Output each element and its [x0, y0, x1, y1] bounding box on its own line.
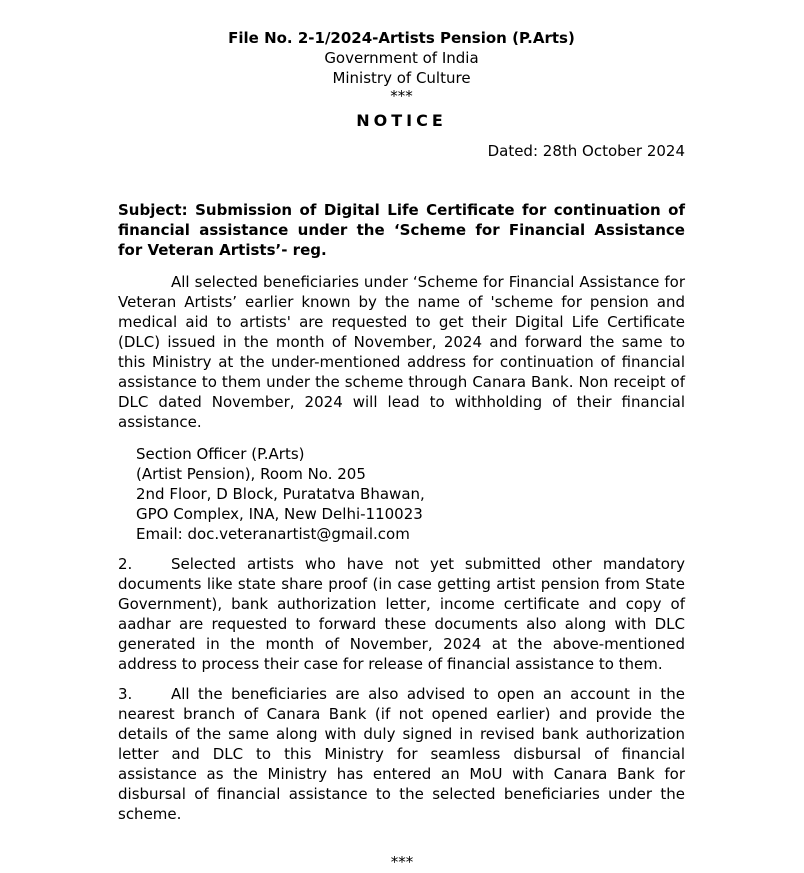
address-email: Email: doc.veteranartist@gmail.com	[136, 525, 410, 543]
footer-separator: ***	[390, 853, 414, 871]
paragraph-3	[118, 684, 685, 824]
paragraph-3-text: All the beneficiaries are also advised to open an account in the nearest branch of Canara Bank (if not opened earlier) and provide the details of the same along with duly signed in revised bank authorization letter and DLC to this Ministry for seamless disbursal of financial assistance as the Ministry has entered an MoU with Canara Bank for disbursal of financial assistance to the selected beneficiaries under the scheme.	[118, 685, 685, 823]
paragraph-2-number: 2.	[118, 555, 133, 573]
address-line-2: (Artist Pension), Room No. 205	[136, 465, 366, 483]
address-line-3: 2nd Floor, D Block, Puratatva Bhawan,	[136, 485, 425, 503]
notice-document	[118, 28, 685, 824]
date-line: Dated: 28th October 2024	[487, 142, 685, 160]
paragraph-3-number: 3.	[118, 685, 133, 703]
paragraph-2-text: Selected artists who have not yet submitted other mandatory documents like state share proof (in case getting artist pension from State Government), bank authorization letter, income certificate and copy of aadhar are requested to forward these documents also along with DLC generated in the month of November, 2024 at the above-mentioned address to process their case for release of financial assistance to them.	[118, 555, 685, 673]
government-line: Government of India	[324, 49, 479, 67]
address-line-1: Section Officer (P.Arts)	[136, 445, 305, 463]
header-separator: ***	[390, 87, 413, 105]
paragraph-1: All selected beneficiaries under ‘Scheme for Financial Assistance for Veteran Artists’ earlier known by the name of 'scheme for pension and medical aid to artists' are requested to get their Digital Life Certificate (DLC) issued in the month of November, 2024 and forward the same to this Ministry at the under-mentioned address for continuation of financial assistance to them under the scheme through Canara Bank. Non receipt of DLC dated November, 2024 will lead to withholding of their financial assistance.	[118, 273, 685, 431]
subject-label: Subject:	[118, 201, 188, 219]
notice-title: NOTICE	[356, 111, 447, 130]
address-block	[118, 444, 685, 544]
paragraph-2	[118, 554, 685, 674]
address-line-4: GPO Complex, INA, New Delhi-110023	[136, 505, 423, 523]
subject-block	[118, 200, 685, 260]
ministry-line: Ministry of Culture	[332, 69, 471, 87]
file-number: File No. 2-1/2024-Artists Pension (P.Arts)	[228, 29, 575, 47]
subject-text: Submission of Digital Life Certificate for continuation of financial assistance under the ‘Scheme for Financial Assistance for Veteran Artists’- reg.	[118, 201, 685, 259]
